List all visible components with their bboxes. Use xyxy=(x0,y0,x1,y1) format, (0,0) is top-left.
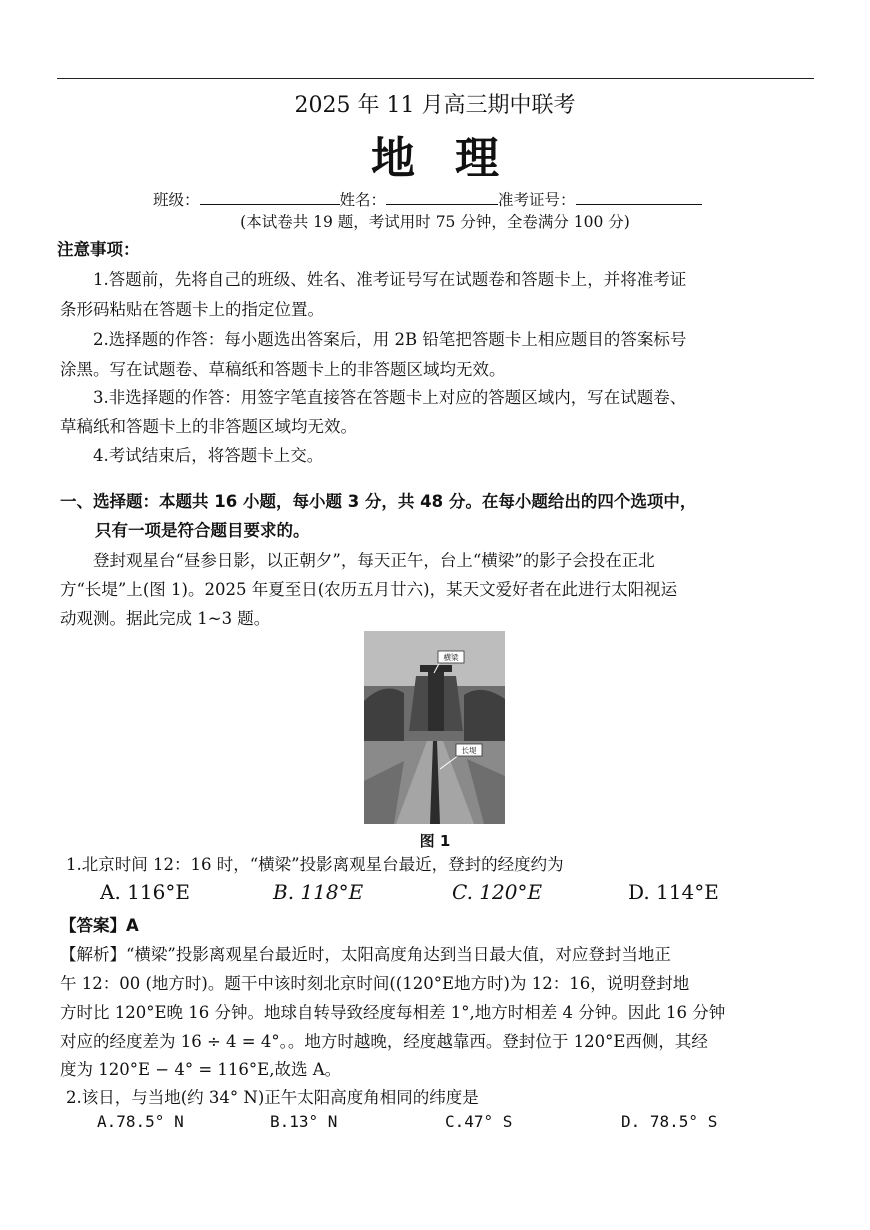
intro-line: 登封观星台“昼参日影，以正朝夕”，每天正午，台上“横梁”的影子会投在正北 xyxy=(93,551,655,570)
answer-label: 【答案】 xyxy=(60,916,126,935)
class-blank[interactable] xyxy=(200,190,340,205)
note-line: 涂黑。写在试题卷、草稿纸和答题卡上的非答题区域均无效。 xyxy=(60,360,506,379)
figure-caption: 图 1 xyxy=(419,832,451,850)
q2-option-d: D. 78.5° S xyxy=(621,1112,718,1131)
question-2-stem: 2.该日，与当地(约 34° N)正午太阳高度角相同的纬度是 xyxy=(66,1088,479,1107)
q1-option-d: D. 114°E xyxy=(628,880,719,904)
intro-line: 方“长堤”上(图 1)。2025 年夏至日(农历五月廿六)，某天文爱好者在此进行太阳视运 xyxy=(60,580,678,599)
q1-option-c: C. 120°E xyxy=(452,880,543,904)
answer-line xyxy=(60,912,139,936)
note-line: 3.非选择题的作答：用签字笔直接答在答题卡上对应的答题区域内，写在试题卷、 xyxy=(93,388,687,407)
q2-option-b: B.13° N xyxy=(270,1112,338,1131)
name-label: 姓名： xyxy=(339,191,387,209)
q2-option-c: C.47° S xyxy=(445,1112,513,1131)
observatory-illustration xyxy=(364,631,505,824)
analysis-line: 【解析】“横梁”投影离观星台最近时，太阳高度角达到当日最大值，对应登封当地正 xyxy=(60,945,671,964)
q1-option-b: B. 118°E xyxy=(273,880,364,904)
analysis-line: 午 12：00 (地方时)。题干中该时刻北京时间((120°E地方时)为 12：16，说明登封地 xyxy=(60,974,690,993)
analysis-line: 方时比 120°E晚 16 分钟。地球自转导致经度每相差 1°,地方时相差 4 分钟。因此 16 分钟 xyxy=(60,1003,726,1022)
id-label: 准考证号： xyxy=(498,191,576,209)
question-1-stem: 1.北京时间 12：16 时，“横梁”投影离观星台最近，登封的经度约为 xyxy=(66,855,564,874)
class-label: 班级： xyxy=(153,191,200,209)
note-line: 4.考试结束后，将答题卡上交。 xyxy=(93,446,324,465)
note-line: 1.答题前，先将自己的班级、姓名、准考证号写在试题卷和答题卡上，并将准考证 xyxy=(93,270,687,289)
exam-title: 2025 年 11 月高三期中联考 xyxy=(294,93,576,118)
answer-value: A xyxy=(126,916,139,935)
intro-line: 动观测。据此完成 1~3 题。 xyxy=(60,609,271,628)
crossbeam-label: 横梁 xyxy=(443,653,459,662)
notes-title: 注意事项： xyxy=(57,240,140,259)
analysis-line: 对应的经度差为 16 ÷ 4 = 4°。。地方时越晚，经度越靠西。登封位于 120°E西侧，其经 xyxy=(60,1032,708,1051)
student-info-fields xyxy=(153,188,702,210)
q1-option-a: A. 116°E xyxy=(100,880,190,904)
note-line: 条形码粘贴在答题卡上的指定位置。 xyxy=(60,300,324,319)
embankment-label: 长堤 xyxy=(461,746,477,755)
note-line: 草稿纸和答题卡上的非答题区域均无效。 xyxy=(60,417,357,436)
name-blank[interactable] xyxy=(386,190,498,205)
subject-title: 地理 xyxy=(371,133,539,184)
exam-info: (本试卷共 19 题，考试用时 75 分钟，全卷满分 100 分) xyxy=(240,213,630,231)
section-heading: 一、选择题：本题共 16 小题，每小题 3 分，共 48 分。在每小题给出的四个选项中， xyxy=(60,492,697,511)
section-heading-cont: 只有一项是符合题目要求的。 xyxy=(95,521,310,540)
analysis-line: 度为 120°E − 4° = 116°E,故选 A。 xyxy=(60,1060,342,1079)
q2-option-a: A.78.5° N xyxy=(97,1112,184,1131)
top-rule xyxy=(57,78,814,79)
observatory-photo xyxy=(364,631,505,824)
note-line: 2.选择题的作答：每小题选出答案后，用 2B 铅笔把答题卡上相应题目的答案标号 xyxy=(93,330,687,349)
id-blank[interactable] xyxy=(576,190,702,205)
